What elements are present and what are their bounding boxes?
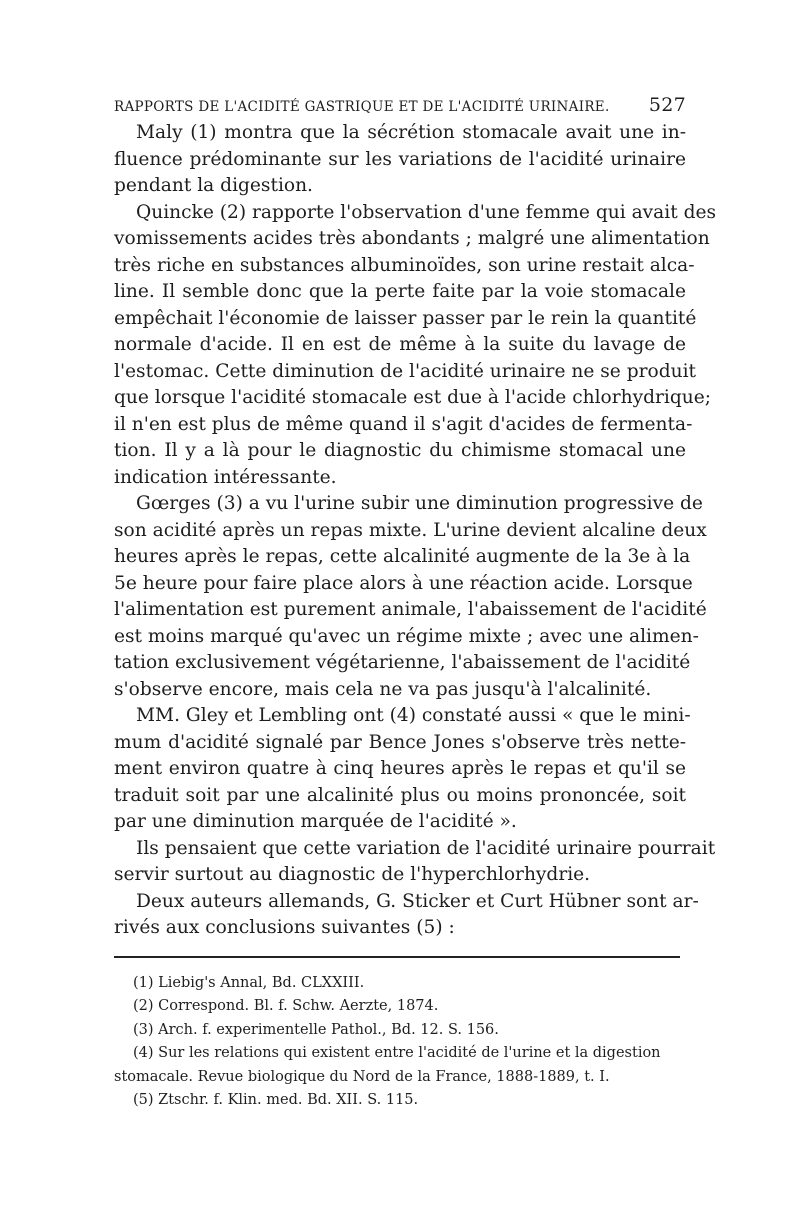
text-line: empêchait l'économie de laisser passer par le rein la quantité	[114, 307, 697, 329]
text-line: traduit soit par une alcalinité plus ou moins prononcée, soit	[114, 784, 686, 806]
body-text	[114, 120, 717, 942]
footnote: (3) Arch. f. experimentelle Pathol., Bd. 12. S. 156.	[133, 1021, 499, 1038]
text-line: Gœrges (3) a vu l'urine subir une diminution progressive de	[136, 493, 703, 514]
text-line: rivés aux conclusions suivantes (5) :	[114, 917, 455, 938]
text-line: l'estomac. Cette diminution de l'acidité urinaire ne se produit	[114, 360, 696, 382]
text-line: vomissements acides très abondants ; malgré une alimentation	[114, 228, 710, 249]
footnote: stomacale. Revue biologique du Nord de la France, 1888-1889, t. I.	[114, 1068, 610, 1085]
text-line: ment environ quatre à cinq heures après le repas et qu'il se	[114, 758, 686, 779]
text-line: que lorsque l'acidité stomacale est due à l'acide chlorhydrique;	[114, 387, 711, 408]
paragraph	[114, 703, 691, 836]
text-line: heures après le repas, cette alcalinité augmente de la 3e à la	[114, 546, 691, 567]
text-line: son acidité après un repas mixte. L'urine devient alcaline deux	[114, 519, 707, 541]
footnote: (2) Correspond. Bl. f. Schw. Aerzte, 1874.	[133, 998, 439, 1014]
paragraph	[114, 120, 686, 200]
footnote: (5) Ztschr. f. Klin. med. Bd. XII. S. 115.	[133, 1092, 419, 1108]
text-line: est moins marqué qu'avec un régime mixte ; avec une alimen-	[114, 625, 699, 647]
text-line: pendant la digestion.	[114, 175, 313, 196]
text-line: 5e heure pour faire place alors à une réaction acide. Lorsque	[114, 572, 693, 594]
footnotes	[114, 972, 686, 1113]
text-line: par une diminution marquée de l'acidité ».	[114, 811, 517, 832]
text-line: l'alimentation est purement animale, l'abaissement de l'acidité	[114, 599, 707, 620]
text-line: mum d'acidité signalé par Bence Jones s'observe très nette-	[114, 731, 686, 753]
paragraph	[114, 889, 699, 942]
running-header	[114, 94, 686, 116]
text-line: très riche en substances albuminoïdes, son urine restait alca-	[114, 254, 695, 276]
text-line: indication intéressante.	[114, 466, 337, 488]
text-line: tion. Il y a là pour le diagnostic du chimisme stomacal une	[114, 440, 686, 461]
footnote: (1) Liebig's Annal, Bd. CLXXIII.	[133, 974, 365, 991]
text-line: fluence prédominante sur les variations de l'acidité urinaire	[114, 148, 686, 170]
text-line: tation exclusivement végétarienne, l'abaissement de l'acidité	[114, 652, 691, 673]
text-line: s'observe encore, mais cela ne va pas jusqu'à l'alcalinité.	[114, 678, 652, 700]
text-line: Maly (1) montra que la sécrétion stomacale avait une in-	[136, 122, 686, 143]
text-line: il n'en est plus de même quand il s'agit d'acides de fermenta-	[114, 413, 693, 435]
text-line: Quincke (2) rapporte l'observation d'une femme qui avait des	[136, 201, 717, 223]
text-line: line. Il semble donc que la perte faite par la voie stomacale	[114, 281, 686, 302]
text-line: Ils pensaient que cette variation de l'acidité urinaire pourrait	[136, 837, 716, 859]
text-line: normale d'acide. Il en est de même à la suite du lavage de	[114, 334, 686, 355]
text-line: servir surtout au diagnostic de l'hyperchlorhydrie.	[114, 864, 591, 885]
paragraph	[114, 200, 717, 492]
paragraph	[114, 836, 716, 889]
text-line: MM. Gley et Lembling ont (4) constaté aussi « que le mini-	[136, 705, 691, 726]
page-number: 527	[648, 94, 686, 116]
footnote: (4) Sur les relations qui existent entre l'acidité de l'urine et la digestion	[133, 1045, 661, 1061]
book-page	[114, 94, 717, 1113]
paragraph	[114, 491, 707, 703]
text-line: Deux auteurs allemands, G. Sticker et Curt Hübner sont ar-	[136, 890, 699, 912]
footnote-rule	[114, 956, 680, 958]
running-title: RAPPORTS DE L'ACIDITÉ GASTRIQUE ET DE L'ACIDITÉ URINAIRE.	[114, 99, 610, 115]
